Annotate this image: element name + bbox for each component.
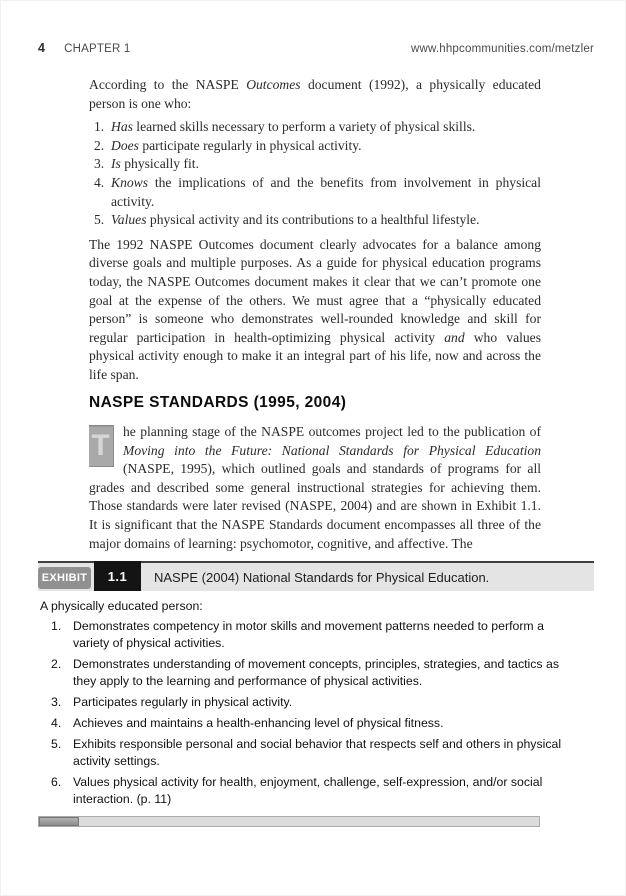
progress-track[interactable] bbox=[38, 816, 540, 827]
exhibit-caption: NASPE (2004) National Standards for Physical Education. bbox=[154, 569, 490, 585]
standard-text: Demonstrates understanding of movement concepts, principles, strategies, and tactics as they apply to the learning and performance of physical activities. bbox=[73, 657, 559, 688]
standard-text: Demonstrates competency in motor skills and movement patterns needed to perform a variety of physical activities. bbox=[73, 619, 544, 650]
exhibit-lead-in: A physically educated person: bbox=[40, 599, 203, 613]
list-text bbox=[111, 118, 541, 137]
intro-text-post: document (1992), a physically educated person is one who: bbox=[89, 77, 541, 111]
list-number: 1. bbox=[94, 119, 105, 135]
summary-paragraph bbox=[89, 236, 541, 385]
list-number: 2. bbox=[94, 137, 105, 153]
list-number: 4. bbox=[94, 174, 105, 190]
chapter-label: CHAPTER 1 bbox=[64, 43, 131, 55]
list-text-rest: learned skills necessary to perform a variety of physical skills. bbox=[132, 119, 476, 135]
exhibit-header-bar bbox=[38, 561, 594, 591]
list-text-rest: physical activity and its contributions to a healthful lifestyle. bbox=[146, 212, 480, 228]
list-text bbox=[111, 155, 541, 174]
standard-item bbox=[38, 715, 580, 732]
list-number: 6. bbox=[51, 775, 62, 789]
section-heading: NASPE STANDARDS (1995, 2004) bbox=[89, 393, 347, 411]
standard-text: Participates regularly in physical activity. bbox=[73, 695, 293, 709]
outcomes-list-item bbox=[89, 174, 541, 211]
standard-item bbox=[38, 656, 580, 690]
standard-text: Exhibits responsible personal and social behavior that respects self and others in physical activity settings. bbox=[73, 737, 562, 768]
outcomes-list-item bbox=[89, 118, 541, 137]
italic-run: and bbox=[444, 329, 465, 345]
list-text bbox=[111, 137, 541, 156]
standard-text: Values physical activity for health, enjoyment, challenge, self-expression, and/or social interaction. (p. 11) bbox=[73, 775, 543, 806]
summary-text: The 1992 NASPE Outcomes document clearly advocates for a balance among diverse goals and multiple purposes. As a guide for physical education programs today, the NASPE Outcomes document makes it clear that we can’t promote one goal at the expense of the others. We must agree that a “physically educated person” is someone who demonstrates well-rounded knowledge and skill for regular participation in health-optimizing physical activity bbox=[89, 236, 541, 345]
intro-text: According to the NASPE bbox=[89, 77, 247, 92]
italic-run: Is bbox=[111, 156, 121, 172]
list-text bbox=[111, 211, 541, 230]
standard-text: Achieves and maintains a health-enhancing level of physical fitness. bbox=[73, 716, 444, 730]
intro-italic-run: Outcomes bbox=[246, 77, 301, 92]
standards-paragraph bbox=[89, 423, 541, 553]
body-column bbox=[89, 73, 541, 553]
list-number: 3. bbox=[51, 695, 62, 709]
exhibit-badge: EXHIBIT bbox=[38, 567, 91, 589]
book-title-italic: Moving into the Future: National Standards for Physical Education bbox=[123, 442, 541, 458]
exhibit-number-badge: 1.1 bbox=[94, 561, 141, 591]
list-number: 5. bbox=[94, 212, 105, 228]
outcomes-list bbox=[89, 118, 541, 230]
standard-item bbox=[38, 694, 580, 711]
list-text bbox=[111, 174, 541, 211]
italic-run: Values bbox=[111, 212, 147, 228]
standards-list bbox=[38, 618, 594, 808]
outcomes-list-item bbox=[89, 211, 541, 230]
list-number: 3. bbox=[94, 156, 105, 172]
progress-thumb[interactable] bbox=[39, 817, 79, 826]
exhibit-box bbox=[38, 561, 594, 812]
italic-run: Does bbox=[111, 137, 139, 153]
page-number: 4 bbox=[38, 41, 46, 55]
list-text-rest: the implications of and the benefits from involvement in physical activity. bbox=[111, 174, 541, 209]
standard-item bbox=[38, 618, 580, 652]
italic-run: Knows bbox=[111, 174, 149, 190]
outcomes-list-item bbox=[89, 137, 541, 156]
standard-item bbox=[38, 774, 580, 808]
list-text-rest: participate regularly in physical activity. bbox=[138, 137, 362, 153]
standard-item bbox=[38, 736, 580, 770]
summary-text-post: who values physical activity enough to make it an integral part of his life, now and across the life span. bbox=[89, 329, 541, 382]
italic-run: Has bbox=[111, 119, 133, 135]
list-text-rest: physically fit. bbox=[120, 156, 199, 172]
running-head bbox=[38, 41, 594, 55]
list-number: 4. bbox=[51, 716, 62, 730]
dropcap-t: T bbox=[89, 425, 114, 467]
outcomes-list-item bbox=[89, 155, 541, 174]
header-url: www.hhpcommunities.com/metzler bbox=[410, 43, 594, 55]
list-number: 5. bbox=[51, 737, 62, 751]
list-number: 2. bbox=[51, 657, 62, 671]
standards-text-post: (NASPE, 1995), which outlined goals and standards of programs for all grades and described some general instructional strategies for achieving them. Those standards were later revised (NASPE, 2004) and are shown in Exhibit 1.1. It is significant that the NASPE Standards document encompasses all three of the major domains of learning: psychomotor, cognitive, and affective. The bbox=[89, 461, 541, 551]
list-number: 1. bbox=[51, 619, 62, 633]
standards-text: he planning stage of the NASPE outcomes project led to the publication of bbox=[123, 424, 541, 440]
intro-paragraph bbox=[89, 76, 541, 113]
